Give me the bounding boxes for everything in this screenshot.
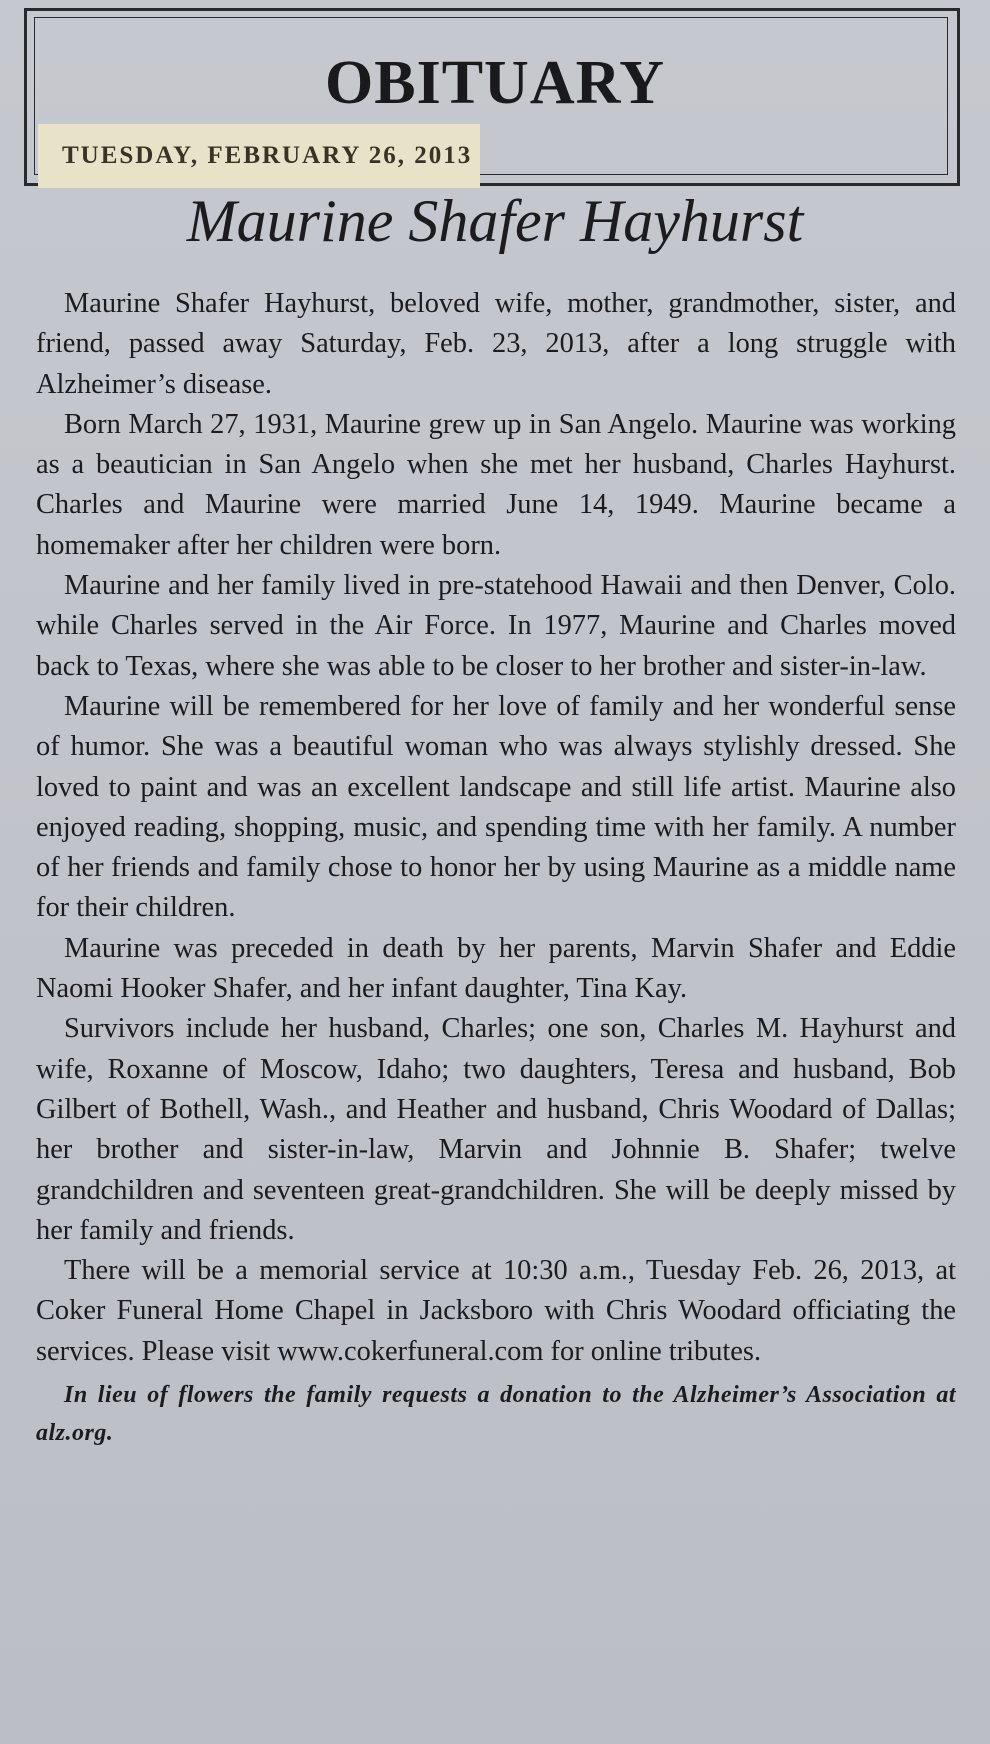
obituary-body <box>36 284 956 1452</box>
deceased-name: Maurine Shafer Hayhurst <box>186 188 804 254</box>
publication-date: TUESDAY, FEBRUARY 26, 2013 <box>38 124 480 188</box>
paragraph-in-lieu-of-flowers: In lieu of flowers the family requests a donation to the Alzheimer’s Association at alz.org. <box>36 1382 956 1447</box>
section-title: OBITUARY <box>325 49 665 117</box>
paragraph-remembrance: Maurine will be remembered for her love of family and her wonderful sense of humor. She was a beautiful woman who was always stylishly dressed. She loved to paint and was an excellent landscape and still life artist. Maurine also enjoyed reading, shopping, music, and spending time with her family. A number of her friends and family chose to honor her by using Maurine as a middle name for their children. <box>36 690 956 924</box>
paragraph-announcement: Maurine Shafer Hayhurst, beloved wife, mother, grandmother, sister, and friend, passed away Saturday, Feb. 23, 2013, after a long struggle with Alzheimer’s disease. <box>36 288 956 400</box>
paragraph-memorial-service: There will be a memorial service at 10:30 a.m., Tuesday Feb. 26, 2013, at Coker Funeral Home Chapel in Jacksboro with Chris Woodard officiating the services. Please visit www.cokerfuneral.com for online tributes. <box>36 1255 956 1367</box>
paragraph-survivors: Survivors include her husband, Charles; one son, Charles M. Hayhurst and wife, Roxanne of Moscow, Idaho; two daughters, Teresa and husband, Bob Gilbert of Bothell, Wash., and Heather and husband, Chris Woodard of Dallas; her brother and sister-in-law, Marvin and Johnnie B. Shafer; twelve grandchildren and seventeen great-grandchildren. She will be deeply missed by her family and friends. <box>36 1013 956 1246</box>
paragraph-preceded-in-death: Maurine was preceded in death by her parents, Marvin Shafer and Eddie Naomi Hooker Shafer, and her infant daughter, Tina Kay. <box>36 932 956 1005</box>
paragraph-early-life: Born March 27, 1931, Maurine grew up in San Angelo. Maurine was working as a beautician in San Angelo when she met her husband, Charles Hayhurst. Charles and Maurine were married June 14, 1949. Maurine became a homemaker after her children were born. <box>36 408 956 561</box>
paragraph-family-moves: Maurine and her family lived in pre-statehood Hawaii and then Denver, Colo. while Charles served in the Air Force. In 1977, Maurine and Charles moved back to Texas, where she was able to be closer to her brother and sister-in-law. <box>36 570 956 682</box>
